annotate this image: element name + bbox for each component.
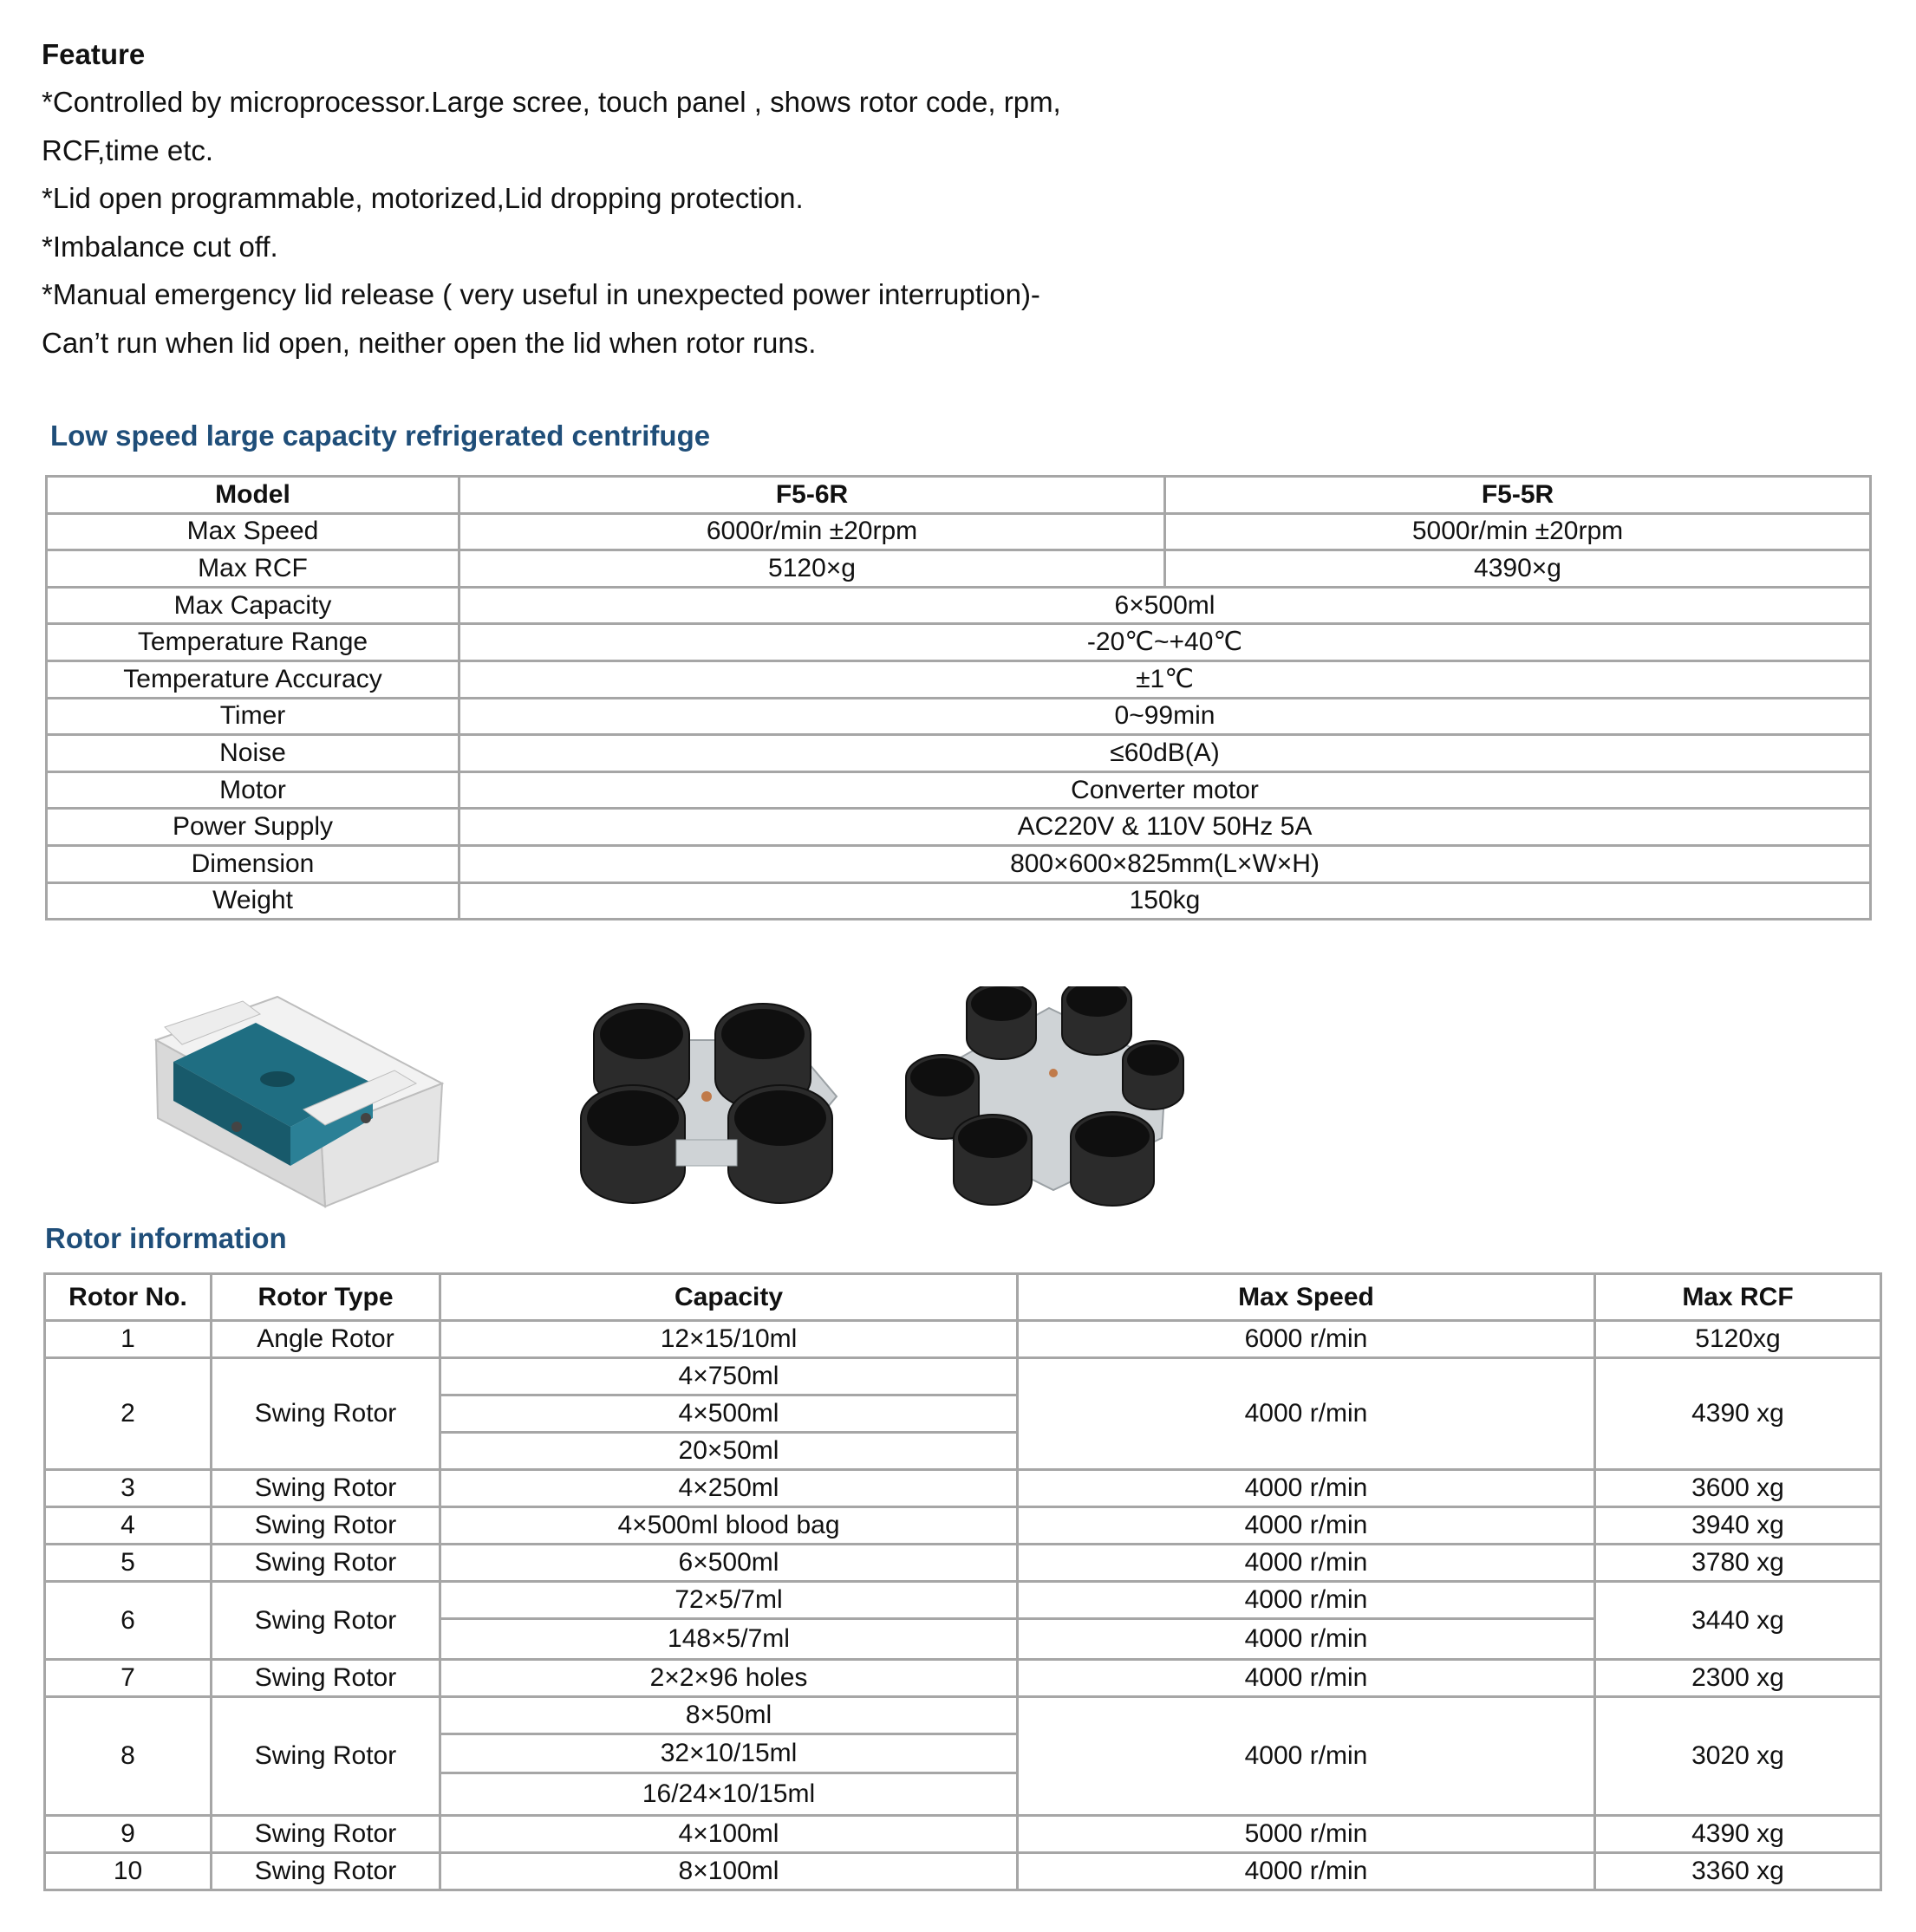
rotor-capacity: 4×500ml blood bag — [440, 1507, 1018, 1545]
rotor-rcf: 2300 xg — [1595, 1660, 1881, 1697]
spec-value: 150kg — [459, 882, 1871, 920]
rotor-speed: 5000 r/min — [1018, 1816, 1595, 1853]
spec-value: Converter motor — [459, 771, 1871, 809]
spec-label: Max Speed — [47, 513, 459, 550]
spec-value: 5120×g — [459, 550, 1165, 588]
rotor-rcf: 4390 xg — [1595, 1358, 1881, 1470]
rotor-capacity: 8×50ml — [440, 1697, 1018, 1734]
spec-section-title: Low speed large capacity refrigerated centrifuge — [50, 420, 711, 452]
rotor-type: Angle Rotor — [212, 1321, 440, 1358]
rotor-speed: 4000 r/min — [1018, 1545, 1595, 1582]
spec-value: ≤60dB(A) — [459, 735, 1871, 772]
rotor-table — [43, 1272, 1882, 1891]
feature-line: *Lid open programmable, motorized,Lid dropping protection. — [42, 182, 804, 214]
rotor-speed: 4000 r/min — [1018, 1507, 1595, 1545]
spec-label: Temperature Accuracy — [47, 660, 459, 698]
spec-value: 6000r/min ±20rpm — [459, 513, 1165, 550]
rotor-capacity: 4×500ml — [440, 1395, 1018, 1433]
rotor-header-cell: Max Speed — [1018, 1274, 1595, 1321]
spec-row — [47, 550, 1871, 588]
rotor-speed: 4000 r/min — [1018, 1853, 1595, 1890]
spec-label: Motor — [47, 771, 459, 809]
rotor-rcf: 3940 xg — [1595, 1507, 1881, 1545]
rotor-rcf: 4390 xg — [1595, 1816, 1881, 1853]
rotor-speed: 4000 r/min — [1018, 1697, 1595, 1816]
rotor-capacity: 148×5/7ml — [440, 1619, 1018, 1660]
rotor-capacity: 72×5/7ml — [440, 1582, 1018, 1619]
rotor-type: Swing Rotor — [212, 1358, 440, 1470]
feature-line: RCF,time etc. — [42, 133, 214, 166]
rotor-row — [45, 1582, 1881, 1619]
spec-value: 0~99min — [459, 698, 1871, 735]
rotor-speed: 6000 r/min — [1018, 1321, 1595, 1358]
spec-value: 5000r/min ±20rpm — [1165, 513, 1871, 550]
rotor-rcf: 3600 xg — [1595, 1470, 1881, 1507]
rotor-speed: 4000 r/min — [1018, 1619, 1595, 1660]
spec-value: AC220V & 110V 50Hz 5A — [459, 809, 1871, 846]
spec-row — [47, 660, 1871, 698]
microplate-rotor-image — [147, 988, 451, 1213]
rotor-no: 7 — [45, 1660, 212, 1697]
spec-value: ±1℃ — [459, 660, 1871, 698]
rotor-capacity: 32×10/15ml — [440, 1734, 1018, 1773]
feature-title: Feature — [42, 38, 146, 70]
rotor-capacity: 6×500ml — [440, 1545, 1018, 1582]
spec-header-cell: Model — [47, 477, 459, 514]
rotor-type: Swing Rotor — [212, 1582, 440, 1660]
rotor-type: Swing Rotor — [212, 1660, 440, 1697]
rotor-capacity: 2×2×96 holes — [440, 1660, 1018, 1697]
rotor-speed: 4000 r/min — [1018, 1660, 1595, 1697]
spec-value: -20℃~+40℃ — [459, 624, 1871, 661]
rotor-no: 1 — [45, 1321, 212, 1358]
rotor-no: 4 — [45, 1507, 212, 1545]
spec-row — [47, 513, 1871, 550]
rotor-no: 9 — [45, 1816, 212, 1853]
rotor-type: Swing Rotor — [212, 1816, 440, 1853]
spec-label: Dimension — [47, 845, 459, 882]
rotor-capacity: 12×15/10ml — [440, 1321, 1018, 1358]
spec-label: Max Capacity — [47, 587, 459, 624]
rotor-no: 6 — [45, 1582, 212, 1660]
spec-label: Max RCF — [47, 550, 459, 588]
spec-label: Timer — [47, 698, 459, 735]
rotor-no: 8 — [45, 1697, 212, 1816]
rotor-header-cell: Capacity — [440, 1274, 1018, 1321]
rotor-capacity: 4×250ml — [440, 1470, 1018, 1507]
rotor-capacity: 8×100ml — [440, 1853, 1018, 1890]
rotor-row — [45, 1545, 1881, 1582]
rotor-rcf: 3360 xg — [1595, 1853, 1881, 1890]
rotor-speed: 4000 r/min — [1018, 1470, 1595, 1507]
rotor-capacity: 16/24×10/15ml — [440, 1773, 1018, 1816]
rotor-capacity: 4×750ml — [440, 1358, 1018, 1395]
spec-value: 4390×g — [1165, 550, 1871, 588]
rotor-capacity: 20×50ml — [440, 1433, 1018, 1470]
spec-table — [45, 475, 1872, 920]
spec-value: 6×500ml — [459, 587, 1871, 624]
spec-header-cell: F5-6R — [459, 477, 1165, 514]
feature-line: *Manual emergency lid release ( very useful in unexpected power interruption)- — [42, 278, 1040, 310]
rotor-no: 5 — [45, 1545, 212, 1582]
spec-header-cell: F5-5R — [1165, 477, 1871, 514]
spec-row — [47, 735, 1871, 772]
rotor-row — [45, 1470, 1881, 1507]
rotor-rcf: 5120xg — [1595, 1321, 1881, 1358]
spec-row — [47, 587, 1871, 624]
rotor-section-title: Rotor information — [45, 1222, 287, 1254]
rotor-type: Swing Rotor — [212, 1507, 440, 1545]
rotor-no: 10 — [45, 1853, 212, 1890]
feature-line: Can’t run when lid open, neither open the lid when rotor runs. — [42, 326, 817, 359]
rotor-rcf: 3020 xg — [1595, 1697, 1881, 1816]
spec-row — [47, 845, 1871, 882]
spec-label: Temperature Range — [47, 624, 459, 661]
rotor-capacity: 4×100ml — [440, 1816, 1018, 1853]
spec-label: Power Supply — [47, 809, 459, 846]
spec-header-row — [47, 477, 1871, 514]
rotor-type: Swing Rotor — [212, 1545, 440, 1582]
spec-row — [47, 624, 1871, 661]
spec-label: Noise — [47, 735, 459, 772]
rotor-type: Swing Rotor — [212, 1697, 440, 1816]
rotor-row — [45, 1507, 1881, 1545]
rotor-rcf: 3440 xg — [1595, 1582, 1881, 1660]
rotor-speed: 4000 r/min — [1018, 1358, 1595, 1470]
four-bucket-swing-rotor-image — [577, 988, 871, 1209]
feature-line: *Controlled by microprocessor.Large scree, touch panel , shows rotor code, rpm, — [42, 86, 1061, 118]
spec-row — [47, 809, 1871, 846]
rotor-type: Swing Rotor — [212, 1853, 440, 1890]
rotor-row — [45, 1816, 1881, 1853]
six-bucket-swing-rotor-image — [902, 986, 1201, 1207]
rotor-row — [45, 1697, 1881, 1734]
feature-line: *Imbalance cut off. — [42, 230, 278, 263]
spec-row — [47, 882, 1871, 920]
spec-label: Weight — [47, 882, 459, 920]
feature-block — [42, 31, 1255, 367]
rotor-no: 2 — [45, 1358, 212, 1470]
rotor-no: 3 — [45, 1470, 212, 1507]
spec-value: 800×600×825mm(L×W×H) — [459, 845, 1871, 882]
rotor-header-cell: Rotor No. — [45, 1274, 212, 1321]
rotor-type: Swing Rotor — [212, 1470, 440, 1507]
rotor-header-row — [45, 1274, 1881, 1321]
rotor-row — [45, 1853, 1881, 1890]
rotor-speed: 4000 r/min — [1018, 1582, 1595, 1619]
rotor-header-cell: Rotor Type — [212, 1274, 440, 1321]
rotor-header-cell: Max RCF — [1595, 1274, 1881, 1321]
rotor-row — [45, 1321, 1881, 1358]
rotor-row — [45, 1358, 1881, 1395]
spec-row — [47, 698, 1871, 735]
spec-row — [47, 771, 1871, 809]
rotor-rcf: 3780 xg — [1595, 1545, 1881, 1582]
rotor-row — [45, 1660, 1881, 1697]
